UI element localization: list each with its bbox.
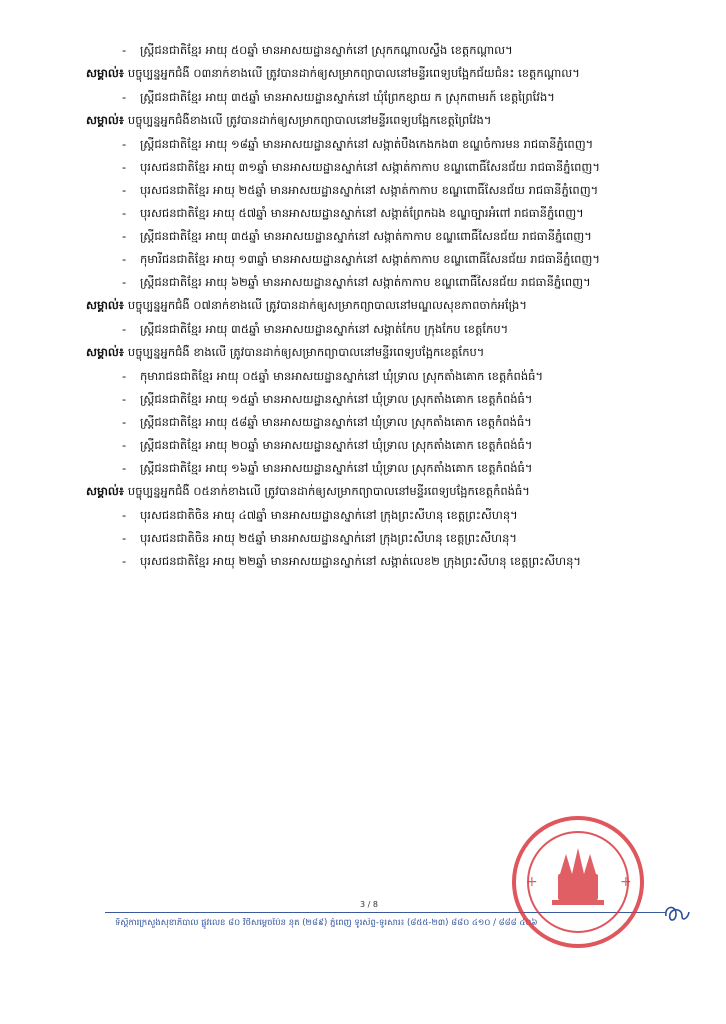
note-paragraph	[86, 342, 686, 363]
note-text: បច្ចុប្បន្នអ្នកជំងឺ ០៣នាក់ខាងលើ ត្រូវបានដាក់ឲ្យសម្រាកព្យាបាលនៅមន្ទីរពេទ្យបង្អែកជ័យជំនះ ខេត្តកណ្ដាល។	[127, 66, 580, 80]
note-paragraph	[86, 481, 686, 502]
page-number: 3 / 8	[360, 900, 378, 909]
note-label: សម្គាល់៖	[86, 484, 124, 498]
note-text: បច្ចុប្បន្នអ្នកជំងឺខាងលើ ត្រូវបានដាក់ឲ្យសម្រាកព្យាបាលនៅមន្ទីរពេទ្យបង្អែកខេត្តព្រៃវែង។	[127, 113, 492, 127]
list-item: - ស្ត្រីជនជាតិខ្មែរ អាយុ ១៥ឆ្នាំ មានអាសយដ្ឋានស្នាក់នៅ ឃុំទ្រាល ស្រុកតាំងគោក ខេត្តកំពង់ធំ។	[114, 389, 686, 410]
list-item: - បុរសជនជាតិខ្មែរ អាយុ ៣១ឆ្នាំ មានអាសយដ្ឋានស្នាក់នៅ សង្កាត់កាកាប ខណ្ឌពោធិ៍សែនជ័យ រាជធានីភ្នំពេញ។	[114, 157, 686, 178]
note-text: បច្ចុប្បន្នអ្នកជំងឺ ០៧នាក់ខាងលើ ត្រូវបានដាក់ឲ្យសម្រាកព្យាបាលនៅមណ្ឌលសុខភាពចាក់អង្រែ។	[127, 298, 527, 312]
list-item: - បុរសជនជាតិចិន អាយុ ៤៧ឆ្នាំ មានអាសយដ្ឋានស្នាក់នៅ ក្រុងព្រះសីហនុ ខេត្តព្រះសីហនុ។	[114, 505, 686, 526]
list-item: - បុរសជនជាតិខ្មែរ អាយុ ២៥ឆ្នាំ មានអាសយដ្ឋានស្នាក់នៅ សង្កាត់កាកាប ខណ្ឌពោធិ៍សែនជ័យ រាជធានីភ្នំពេញ។	[114, 180, 686, 201]
note-label: សម្គាល់៖	[86, 345, 124, 359]
official-seal-stamp	[508, 812, 648, 952]
note-label: សម្គាល់៖	[86, 113, 124, 127]
list-item: - បុរសជនជាតិខ្មែរ អាយុ ២២ឆ្នាំ មានអាសយដ្ឋានស្នាក់នៅ សង្កាត់លេខ២ ក្រុងព្រះសីហនុ ខេត្តព្រះសីហនុ។	[114, 551, 686, 572]
list-item: - ស្ត្រីជនជាតិខ្មែរ អាយុ ១៨ឆ្នាំ មានអាសយដ្ឋានស្នាក់នៅ សង្កាត់បឹងកេងកង៣ ខណ្ឌចំការមន រាជធានីភ្នំពេញ។	[114, 134, 686, 155]
document-body	[86, 40, 686, 574]
list-item: - ស្ត្រីជនជាតិខ្មែរ អាយុ ៥៨ឆ្នាំ មានអាសយដ្ឋានស្នាក់នៅ ឃុំទ្រាល ស្រុកតាំងគោក ខេត្តកំពង់ធំ។	[114, 412, 686, 433]
list-item: - ស្ត្រីជនជាតិខ្មែរ អាយុ ៣៥ឆ្នាំ មានអាសយដ្ឋានស្នាក់នៅ ឃុំព្រែកខ្សាយ ក ស្រុកពាមរក៍ ខេត្តព្រៃវែង។	[114, 87, 686, 108]
svg-text:+: +	[620, 874, 632, 890]
list-item: - ស្ត្រីជនជាតិខ្មែរ អាយុ ២០ឆ្នាំ មានអាសយដ្ឋានស្នាក់នៅ ឃុំទ្រាល ស្រុកតាំងគោក ខេត្តកំពង់ធំ។	[114, 435, 686, 456]
list-item: - បុរសជនជាតិចិន អាយុ ២៥ឆ្នាំ មានអាសយដ្ឋានស្នាក់នៅ ក្រុងព្រះសីហនុ ខេត្តព្រះសីហនុ។	[114, 528, 686, 549]
note-label: សម្គាល់៖	[86, 66, 124, 80]
list-item: - ស្ត្រីជនជាតិខ្មែរ អាយុ ៦២ឆ្នាំ មានអាសយដ្ឋានស្នាក់នៅ សង្កាត់កាកាប ខណ្ឌពោធិ៍សែនជ័យ រាជធានីភ្នំពេញ។	[114, 272, 686, 293]
note-text: បច្ចុប្បន្នអ្នកជំងឺ ០៥នាក់ខាងលើ ត្រូវបានដាក់ឲ្យសម្រាកព្យាបាលនៅមន្ទីរពេទ្យបង្អែកខេត្តកំពង់ធំ។	[127, 484, 530, 498]
list-item: - កុមារីជនជាតិខ្មែរ អាយុ ១៣ឆ្នាំ មានអាសយដ្ឋានស្នាក់នៅ សង្កាត់កាកាប ខណ្ឌពោធិ៍សែនជ័យ រាជធានីភ្នំពេញ។	[114, 249, 686, 270]
note-paragraph	[86, 295, 686, 316]
note-paragraph	[86, 63, 686, 84]
note-paragraph	[86, 110, 686, 131]
list-item: - ស្ត្រីជនជាតិខ្មែរ អាយុ ១៦ឆ្នាំ មានអាសយដ្ឋានស្នាក់នៅ ឃុំទ្រាល ស្រុកតាំងគោក ខេត្តកំពង់ធំ។	[114, 458, 686, 479]
signature-mark	[662, 900, 692, 926]
footer-address: ទីស្តីការក្រសួងសុខាភិបាល ផ្លូវលេខ ៨០ វិថីសម្ដេចប៉ែន នុត (២៨៩) ភ្នំពេញ ទូរស័ព្ទ-ទូរសារ៖ (៨៥៥-២៣) ៨៨០ ៤១០ / ៨៨៨ ៤០៦	[115, 918, 538, 928]
list-item: - បុរសជនជាតិខ្មែរ អាយុ ៥៧ឆ្នាំ មានអាសយដ្ឋានស្នាក់នៅ សង្កាត់ព្រែកឯង ខណ្ឌច្បារអំពៅ រាជធានីភ្នំពេញ។	[114, 203, 686, 224]
note-label: សម្គាល់៖	[86, 298, 124, 312]
note-text: បច្ចុប្បន្នអ្នកជំងឺ ខាងលើ ត្រូវបានដាក់ឲ្យសម្រាកព្យាបាលនៅមន្ទីរពេទ្យបង្អែកខេត្តកែប។	[127, 345, 485, 359]
list-item: - កុមារាជនជាតិខ្មែរ អាយុ ០៥ឆ្នាំ មានអាសយដ្ឋានស្នាក់នៅ ឃុំទ្រាល ស្រុកតាំងគោក ខេត្តកំពង់ធំ។	[114, 366, 686, 387]
list-item: - ស្ត្រីជនជាតិខ្មែរ អាយុ ៣៥ឆ្នាំ មានអាសយដ្ឋានស្នាក់នៅ សង្កាត់កែប ក្រុងកែប ខេត្តកែប។	[114, 319, 686, 340]
svg-text:+: +	[526, 874, 538, 890]
list-item: - ស្ត្រីជនជាតិខ្មែរ អាយុ ៣៥ឆ្នាំ មានអាសយដ្ឋានស្នាក់នៅ សង្កាត់កាកាប ខណ្ឌពោធិ៍សែនជ័យ រាជធានីភ្នំពេញ។	[114, 226, 686, 247]
list-item: - ស្ត្រីជនជាតិខ្មែរ អាយុ ៥០ឆ្នាំ មានអាសយដ្ឋានស្នាក់នៅ ស្រុកកណ្ដាលស្ទឹង ខេត្តកណ្ដាល។	[114, 40, 686, 61]
